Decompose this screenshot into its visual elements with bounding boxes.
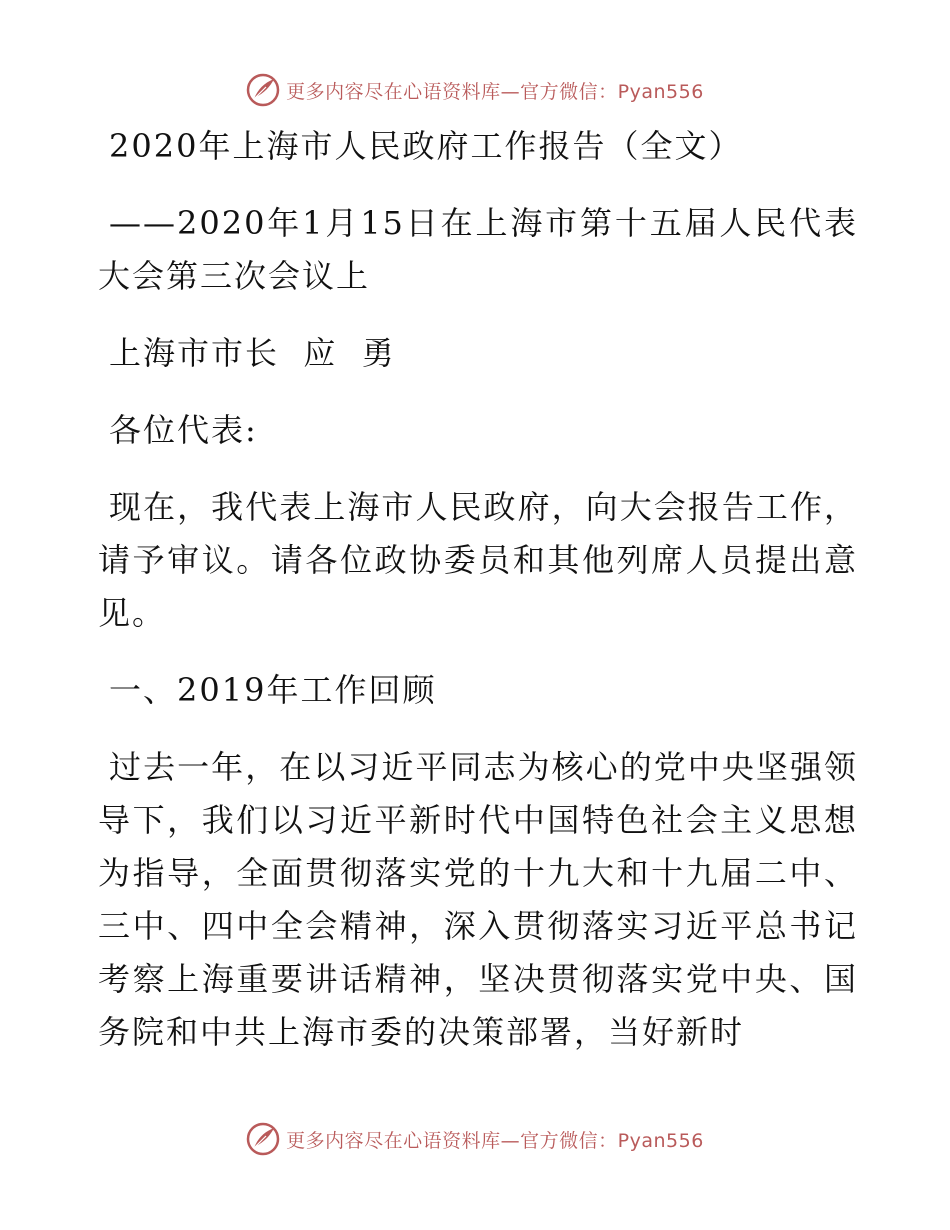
watermark-text: 更多内容尽在心语资料库—官方微信：Pyan556: [286, 1129, 704, 1152]
document-salutation: 各位代表:: [109, 411, 258, 449]
document-speaker: 上海市市长 应 勇: [109, 334, 396, 372]
watermark-footer: [0, 1119, 950, 1159]
body-paragraph: 过去一年，在以习近平同志为核心的党中央坚强领导下，我们以习近平新时代中国特色社会主义思想为指导，全面贯彻落实党的十九大和十九届二中、三中、四中全会精神，深入贯彻落实习近平总书记考察上海重要讲话精神，坚决贯彻落实党中央、国务院和中共上海市委的决策部署，当好新时: [98, 748, 858, 1051]
document-subtitle: ——2020年1月15日在上海市第十五届人民代表大会第三次会议上: [98, 204, 858, 295]
section-heading: 一、2019年工作回顾: [109, 671, 437, 709]
watermark-text: 更多内容尽在心语资料库—官方微信：Pyan556: [286, 80, 704, 103]
body-paragraph: 现在，我代表上海市人民政府，向大会报告工作，请予审议。请各位政协委员和其他列席人员提出意见。: [98, 488, 858, 632]
feather-quill-logo-icon: [246, 1122, 280, 1156]
feather-quill-logo-icon: [246, 73, 280, 107]
document-title: 2020年上海市人民政府工作报告（全文）: [109, 127, 743, 165]
document-body: [98, 120, 858, 1083]
watermark-header: [0, 70, 950, 110]
